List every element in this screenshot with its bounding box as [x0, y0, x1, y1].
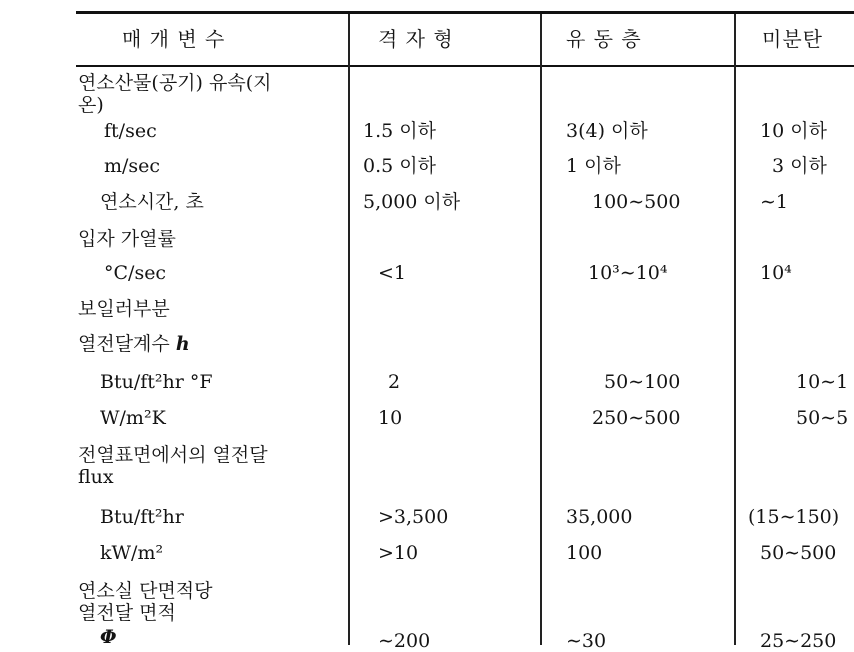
cell-kwm2-pulv: 50∼500 — [760, 542, 837, 564]
cell-phi-grate: ∼200 — [378, 630, 431, 652]
row-kwm2-label: kW/m² — [100, 542, 164, 564]
row-heating-rate-label: 입자 가열률 — [78, 228, 176, 250]
row-btu-label: Btu/ft²hr — [100, 506, 184, 528]
header-grate: 격 자 형 — [378, 27, 454, 51]
column-divider — [348, 14, 350, 645]
cell-phi-fluid: ∼30 — [566, 630, 607, 652]
cell-wm2k-pulv: 50∼5 — [796, 407, 849, 429]
cell-csec-pulv: 10⁴ — [760, 262, 792, 284]
cell-wm2k-fluid: 250∼500 — [592, 407, 681, 429]
cell-csec-fluid: 10³∼10⁴ — [588, 262, 668, 284]
header-fluidized-bed: 유 동 층 — [566, 27, 642, 51]
row-gas-velocity-label: 연소산물(공기) 유속(지 — [78, 72, 272, 94]
table-header-rule — [76, 65, 854, 67]
cell-ftsec-pulv: 10 이하 — [760, 120, 827, 142]
cell-wm2k-grate: 10 — [378, 407, 403, 429]
htc-text: 열전달계수 — [78, 333, 170, 355]
row-area-label-cont: 열전달 면적 — [78, 602, 176, 624]
table-top-rule — [76, 11, 854, 14]
cell-msec-grate: 0.5 이하 — [363, 155, 436, 177]
row-btu-f-label: Btu/ft²hr °F — [100, 371, 213, 393]
row-gas-velocity-label-cont: 온) — [78, 94, 104, 116]
cell-csec-grate: <1 — [378, 262, 407, 284]
cell-ftsec-grate: 1.5 이하 — [363, 120, 436, 142]
row-phi-label: Φ — [100, 626, 117, 648]
row-boiler-label: 보일러부분 — [78, 298, 170, 320]
cell-burn-time-fluid: 100∼500 — [592, 191, 681, 213]
htc-symbol: h — [175, 333, 190, 355]
row-burn-time-label: 연소시간, 초 — [100, 191, 204, 213]
row-area-label: 연소실 단면적당 — [78, 580, 213, 602]
row-flux-label: 전열표면에서의 열전달 — [78, 444, 268, 466]
cell-btu-pulv: (15∼150) — [748, 506, 840, 528]
cell-burn-time-pulv: ∼1 — [760, 191, 789, 213]
row-ftsec-label: ft/sec — [104, 120, 157, 142]
cell-kwm2-fluid: 100 — [566, 542, 603, 564]
cell-msec-pulv: 3 이하 — [772, 155, 827, 177]
row-htc-label — [78, 333, 190, 355]
cell-kwm2-grate: >10 — [378, 542, 419, 564]
row-csec-label: °C/sec — [104, 262, 167, 284]
cell-btu-fluid: 35,000 — [566, 506, 633, 528]
cell-msec-fluid: 1 이하 — [566, 155, 621, 177]
cell-phi-pulv: 25∼250 — [760, 630, 837, 652]
cell-btu-f-pulv: 10∼1 — [796, 371, 849, 393]
column-divider — [734, 14, 736, 645]
header-parameter: 매 개 변 수 — [122, 27, 226, 51]
column-divider — [540, 14, 542, 645]
header-pulverized-coal: 미분탄 — [762, 27, 823, 51]
cell-burn-time-grate: 5,000 이하 — [363, 191, 461, 213]
row-msec-label: m/sec — [104, 155, 161, 177]
row-flux-label-cont: flux — [78, 466, 114, 488]
row-wm2k-label: W/m²K — [100, 407, 166, 429]
cell-ftsec-fluid: 3(4) 이하 — [566, 120, 648, 142]
cell-btu-f-fluid: 50∼100 — [604, 371, 681, 393]
cell-btu-f-grate: 2 — [388, 371, 401, 393]
cell-btu-grate: >3,500 — [378, 506, 449, 528]
